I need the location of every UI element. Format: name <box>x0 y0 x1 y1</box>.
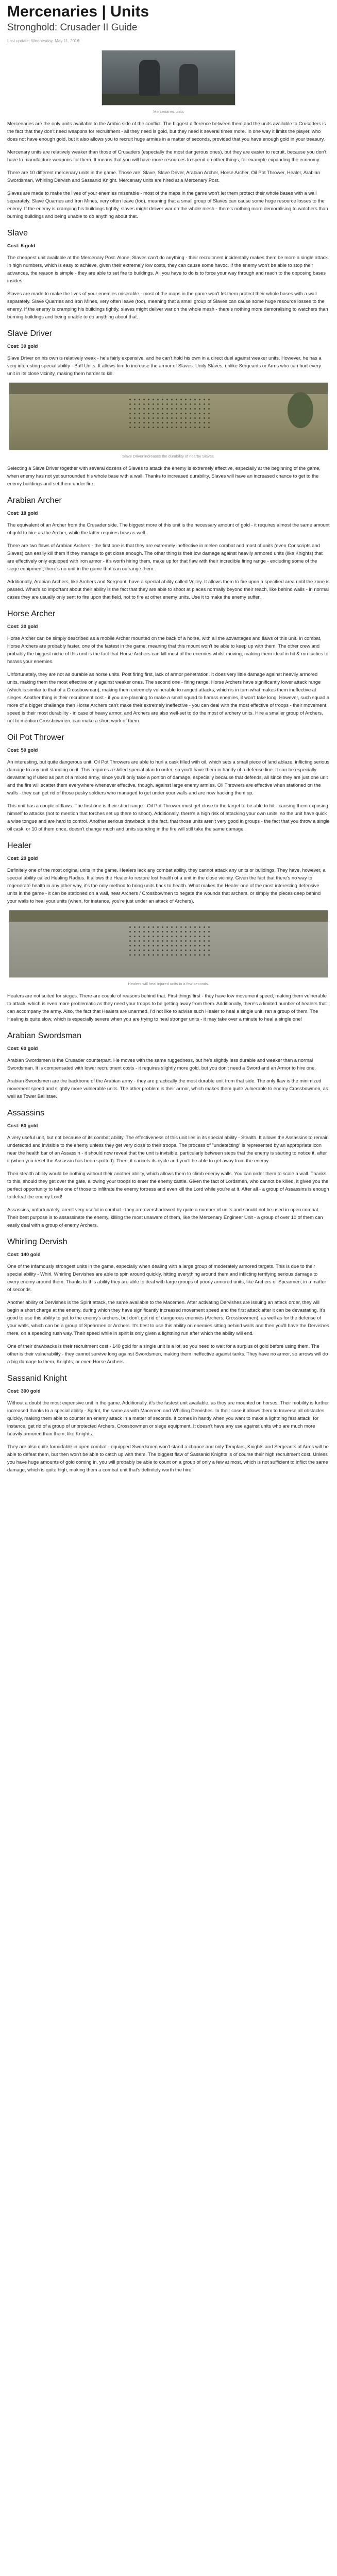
section-oil-pot-thrower <box>7 733 330 833</box>
section-heading: Whirling Dervish <box>7 1238 68 1246</box>
section-healer <box>7 841 330 1023</box>
section-paragraph: The equivalent of an Archer from the Crusader side. The biggest more of this unit is the necessary amount of gold - it requires almost the same amount of gold to hire as the Archer, while the latter requires bow as well. <box>7 522 330 535</box>
screenshot-image <box>9 910 328 978</box>
intro-paragraph: Mercenaries are the only units available to the Arabic side of the conflict. The biggest difference between them and the units available to Crusaders is the fact that they don't need weapons for recruitment - all they need is gold, but they need it several times more. In one way it limits the player, who does not have enough gold, but it also allows you to recruit huge armies in a matter of seconds, provided that you have enough gold in your treasury. <box>7 121 326 142</box>
section-slave <box>7 228 330 320</box>
screenshot-wall <box>9 383 328 394</box>
page-title: Mercenaries | Units <box>7 3 149 20</box>
section-paragraph: Slaves are made to make the lives of your enemies miserable - most of the maps in the game won't let them protect their whole bases with a wall separately. Slave Quarries and Iron Mines, very often leave (too), meaning that a small group of Slaves can cause some huge resource losses to the enemy. If the enemy is cramping his buildings tightly, slaves might deliver war on the whole mesh - there's nothing more demoralising to watchers than burning buildings and being unable to do anything about that. <box>7 291 328 319</box>
intro-paragraph: There are 10 different mercenary units in the game. Those are: Slave, Slave Driver, Arabian Archer, Horse Archer, Oil Pot Thrower, Healer, Arabian Swordsman, Whirling Dervish and Sassanid Knight. Mercenary units are hired at a Mercenary Post. <box>7 170 321 183</box>
image-caption: Slave Driver increases the durability of nearby Slaves. <box>122 454 215 459</box>
section-arabian-swordsman <box>7 1031 330 1100</box>
section-heading: Healer <box>7 841 32 850</box>
screenshot-units <box>128 397 210 428</box>
section-paragraph: Slave Driver on his own is relatively weak - he's fairly expensive, and he can't hold his own in a direct duel against weaker units. However, he has a very interesting special ability - Buff Units. It allows him to increase the armor of Slaves. Unity Slaves, unlike Sergeants or Arms who can hurt every unit in its close vicinity, making them harder to kill. <box>7 355 322 376</box>
section-paragraph: One of their drawbacks is their recruitment cost - 140 gold for a single unit is a lot, so you need to wait for a surplus of gold before using them. The other is their vulnerability - they cannot survive long against Swordsmen, making them ineffective against tanks. They have no armor, so arrows will do a big damage to them, Knights, or even Horse Archers. <box>7 1343 328 1364</box>
section-heading: Assassins <box>7 1109 45 1117</box>
section-paragraph: Without a doubt the most expensive unit in the game. Additionally, it's the fastest unit available, as they are mounted on horses. Their mobility is further increased thanks to a special ability - Sprint, the same as with Macemen and Whirling Dervishes. In their case it allows them to traverse all obstacles quickly, making them able to counter an enemy attack in a matter of seconds. It comes in handy when you want to make a lightning fast attack, for instance, get rid of a group of unprotected Archers, Crossbowmen or siege equipment. It doesn't have any use against units who are much more heavily armored than them, like Knights. <box>7 1400 329 1436</box>
screenshot-tree <box>288 392 313 428</box>
section-paragraph: Arabian Swordsmen are the backbone of the Arabian army - they are practically the most durable unit from that side. The only flaw is the minimized movement speed and slightly more vulnerable units. The other problem is their armor, which makes them quite vulnerable to enemy Crossbowmen, as well as Tower Ballistae. <box>7 1078 328 1099</box>
unit-cost: Cost: 60 gold <box>7 1123 38 1128</box>
image-caption: Healers will heal injured units in a few seconds. <box>128 981 209 986</box>
intro-paragraph: Slaves are made to make the lives of your enemies miserable - most of the maps in the game won't let them protect their whole bases with a wall separately. Slave Quarries and Iron Mines, very often leave (too), meaning that a small group of Slaves can cause some huge resource losses to the enemy. If the enemy is cramping his buildings tightly, slaves might deliver war on the whole mesh - there's nothing more demoralising to watchers than burning buildings and being unable to do anything about that. <box>7 190 328 219</box>
section-paragraph: Horse Archer can be simply described as a mobile Archer mounted on the back of a horse, with all the advantages and flaws of this unit. In combat, Horse Archers are probably faster, one of the fastest in the game, meaning that this mount won't be able to keep up with them. The other crew and probably the biggest niche of this unit is the fact that Horse Archers can kill most of the enemies whilst moving, making them ideal in hit & run tactics to harass your enemies. <box>7 635 329 664</box>
section-heading: Slave <box>7 229 28 238</box>
intro-paragraph: Mercenary units are relatively weaker than those of Crusaders (especially the most dangerous ones), but they are easier to recruit, because you don't have to manufacture weapons for them. It means that you will have more resources to spend on other things, for example expanding the economy. <box>7 149 327 162</box>
section-heading: Horse Archer <box>7 609 56 618</box>
screenshot-units <box>128 925 210 956</box>
section-heading: Slave Driver <box>7 329 53 338</box>
unit-cost: Cost: 20 gold <box>7 855 38 861</box>
screenshot-wall <box>9 910 328 922</box>
unit-cost: Cost: 30 gold <box>7 343 38 349</box>
unit-cost: Cost: 50 gold <box>7 747 38 753</box>
section-paragraph: A very useful unit, but not because of its combat ability. The effectiveness of this unit lies in its special ability - Stealth. It allows the Assassins to remain undetected and invisible to the enemy unless they get very close to their troops. The process of "undetecting" is represented by an appropriate icon near the health bar of an Assassin - it should now reveal that the unit is invisible, particularly between steps that the enemy is starting to notice it, after it (when you reset the Assassin has been spotted). Then, it cancels its cycle and you'll be able to get away from the enemy. <box>7 1134 329 1163</box>
section-heading: Arabian Archer <box>7 496 62 505</box>
section-horse-archer <box>7 609 330 724</box>
section-paragraph: Their stealth ability would be nothing without their another ability, which allows them to climb enemy walls. You can order them to scale a wall. Thanks to this, should they get over the gate, allowing your troops to enter the enemy castle. Given the fact of Lordsmen, who cannot be killed, it gives you the perfect opportunity to take one of those to infiltrate the enemy fortress and even kill the Lord while you're at it. After all - a group of Assassins is enough to defeat the enemy Lord! <box>7 1171 329 1199</box>
unit-cost: Cost: 60 gold <box>7 1045 38 1051</box>
section-paragraph: Selecting a Slave Driver together with several dozens of Slaves to attack the enemy is extremely effective, especially at the beginning of the game, when enemy has not yet surrounded his whole base with a wall. Thanks to increased durability, Slaves will have an increased chance to get to the enemy buildings and set them under fire. <box>7 465 321 486</box>
section-assassins <box>7 1108 330 1229</box>
hero-ground <box>102 94 235 105</box>
section-heading: Oil Pot Thrower <box>7 733 64 742</box>
screenshot-image <box>9 382 328 450</box>
section-paragraph: Healers are not suited for sieges. There are couple of reasons behind that. First things first - they have low movement speed, making them vulnerable to attack, which is even more problematic as they need your troops to be getting away from them. Additionally, there's a limited number of healers that can accompany the army. Also, the fact that Healers are unarmed, I'd not like to advise such Healer to heal a single unit, ran a group of them. The Healing is quite slow, which is especially severe when you are trying to heal stronger units - it may take over a minute to heal a single one! <box>7 993 327 1022</box>
hero-caption: Mercenaries units <box>153 109 184 114</box>
bottom-spacer <box>7 1479 330 1489</box>
section-whirling-dervish <box>7 1237 330 1365</box>
section-paragraph: The cheapest unit available at the Mercenary Post. Alone, Slaves can't do anything - their recruitment incidentally makes them be more a single attack. In high numbers, which is easy to achieve, given their extremely low costs, they can cause some havoc. If the enemy won't be able to stop their advances, the reason is simple - they are able to set fire to buildings. All you have to do is to force your way through and reach to the opposing bases insides. <box>7 255 329 283</box>
unit-cost: Cost: 18 gold <box>7 510 38 516</box>
unit-cost: Cost: 5 gold <box>7 243 36 248</box>
unit-cost: Cost: 140 gold <box>7 1251 41 1257</box>
hero-figure <box>179 64 198 96</box>
section-slave-driver <box>7 329 330 487</box>
section-paragraph: Unfortunately, they are not as durable as horse units. Post firing first, lack of armor penetration. It does very little damage against heavily armored units, making them the most effective only against weaker ones. The second one - firing range. Horse Archers have significantly lower attack range (which is similar to that of a Crossbowman), making them extremely vulnerable to ranged attacks, which is in turn what makes them ineffective at sieges. Another thing is their recruitment cost - if you are planning to make a small squad to harass enemies, it won't take long. However, such squad a more of a bigger challenge then Horse Archers can't make their extremely ineffective - you can deal with the most effective of troops - their movement speed is their most durability - in case of heavy armor, and Archers are also well-set to do the most of archery units. Hire a smaller group of Archers, not to mention Crossbowmen, can make a short work of them. <box>7 671 330 723</box>
hero-image <box>102 50 235 106</box>
hero-figure <box>139 60 160 96</box>
section-paragraph: An interesting, but quite dangerous unit. Oil Pot Throwers are able to hurl a cask filled with oil, which sets a small piece of land ablaze, inflicting serious damage to any unit standing on it. This requires a skilled special plan to order, so you'll have them in handy of a defense line. It can be especially devastating if used as part of a mixed army, since you'll only take a portion of damage, especially because that defends, all since they are just one unit and the fire will scatter them everywhere whenever effective, though, against large enemy armies. Oil Throwers are effective when stationed on the walls - they can get rid of those pesky soldiers who managed to get under your walls and are now hacking them up. <box>7 759 330 795</box>
section-heading: Sassanid Knight <box>7 1374 67 1383</box>
section-heading: Arabian Swordsman <box>7 1031 82 1040</box>
section-paragraph: Assassins, unfortunately, aren't very useful in combat - they are overshadowed by quite a number of units and should not be used in open combat. Their best purpose is to assassinate the enemy, killing the most unaware of them, like the Mercenary Engineer Unit - a group of over 10 of them can easily deal with a group of enemy Archers. <box>7 1207 323 1228</box>
section-paragraph: Additionally, Arabian Archers, like Archers and Sergeant, have a special ability called Volley. It allows them to fire upon a specified area until the zone is passed. What's so important about their ability is the fact that they are able to shoot at places normally beyond their reach, like behind walls - in normal cases they are usually only sent to fire upon that field, not to fire at other enemy units. Use it to make the enemy suffer. <box>7 579 330 600</box>
section-paragraph: Arabian Swordsmen is the Crusader counterpart. He moves with the same ruggedness, but he's slightly less durable and weaker than a normal Swordsman. It is compensated with lower recruitment costs - it requires slightly more gold, but you don't need a Sword and an Armor to hire one. <box>7 1057 316 1071</box>
intro <box>7 120 330 220</box>
unit-cost: Cost: 30 gold <box>7 623 38 629</box>
section-paragraph: Another ability of Dervishes is the Spirit attack, the same available to the Macemen. After activating Dervishes are issuing an attack order, they will begin a short charge at the enemy, during which they have significantly increased movement speed and the first attack after it can be devastating. It's good to use this ability to get to the enemy's archers, but don't get rid of dangerous enemies (Archers, Crossbowmen), as well as for the defense of your walls, which can be a group of Spearmen or Archers. It's best to use this ability on enemies sitting behind walls and then you'll have the Dervishes there, on a speeding rush way. Their speed while in spirit is only given a lightning run after which the ability will end. <box>7 1299 329 1336</box>
section-paragraph: Definitely one of the most original units in the game. Healers lack any combat ability, they cannot attack any units or buildings. They have, however, a special ability called Healing Radius. It allows the Healer to restore lost health of a unit in the close vicinity. Given the fact that there's no way to regenerate health in any other way, it's the only method to bring units back to health. What makes the Healer one of the most interesting defensive units in the game - it can be stationed on a wall, near Archers / Crossbowmen to negate the wounds that archers, or simply the pieces deep behind your walls to heal your units (when, for instance, you're just under an attack of Archers). <box>7 867 326 904</box>
last-update: Last update: Wednesday, May 11, 2016 <box>7 39 80 43</box>
unit-cost: Cost: 300 gold <box>7 1388 41 1394</box>
page-subtitle: Stronghold: Crusader II Guide <box>7 22 138 33</box>
section-sassanid-knight <box>7 1374 330 1473</box>
section-arabian-archer <box>7 496 330 601</box>
section-paragraph: This unit has a couple of flaws. The first one is their short range - Oil Pot Thrower must get close to the target to be able to hit - causing them exposing himself to attacks (not to mention that torches set up there to shoot). Additionally, there's a high risk of attacking your own units, so the unit have quick a wise tongue and are hard to control. Another serious drawback is the fact, that those units aren't very good in groups - the fact that you throw a single oil cask, or 10 of them once, doesn't change much and units standing in the fire will still take the same damage. <box>7 803 330 832</box>
section-paragraph: There are two flaws of Arabian Archers - the first one is that they are extremely ineffective in melee combat and most of units (even Conscripts and Slaves) can easily kill them if they manage to get close enough. The other thing is their low damage against heavily armored units (like Knights) that are effectively only equipped with iron armor - it's worth hiring them, make up for that flaw with their incredible firing range - excluding some of the siege equipment, there's no unit in the game that can outrange them. <box>7 543 323 571</box>
section-paragraph: One of the infamously strongest units in the game, especially when dealing with a large group of moderately armored targets. This is due to their special ability - Whirl. Whirling Dervishes are able to spin around quickly, hitting everything around them and inflicting terrifying serious damage to every enemy around them. Thanks to this ability they are able to deal with large groups of poorly armored units, like Archers or Spearmen, in a matter of seconds. <box>7 1263 326 1292</box>
section-paragraph: They are also quite formidable in open combat - equipped Swordsmen won't stand a chance and only Templars, Knights and Sergeants of Arms will be able to defeat them, but then won't be able to catch up with them. The biggest flaw of Sassanid Knights is of course their high recruitment cost. Unless you have huge amounts of gold coming in, you will probably be able to count on a group of only a few at most, which is not sufficient to inflict the same damage, which is quite high, making them a combat unit that's definitely worth the hire. <box>7 1444 329 1472</box>
